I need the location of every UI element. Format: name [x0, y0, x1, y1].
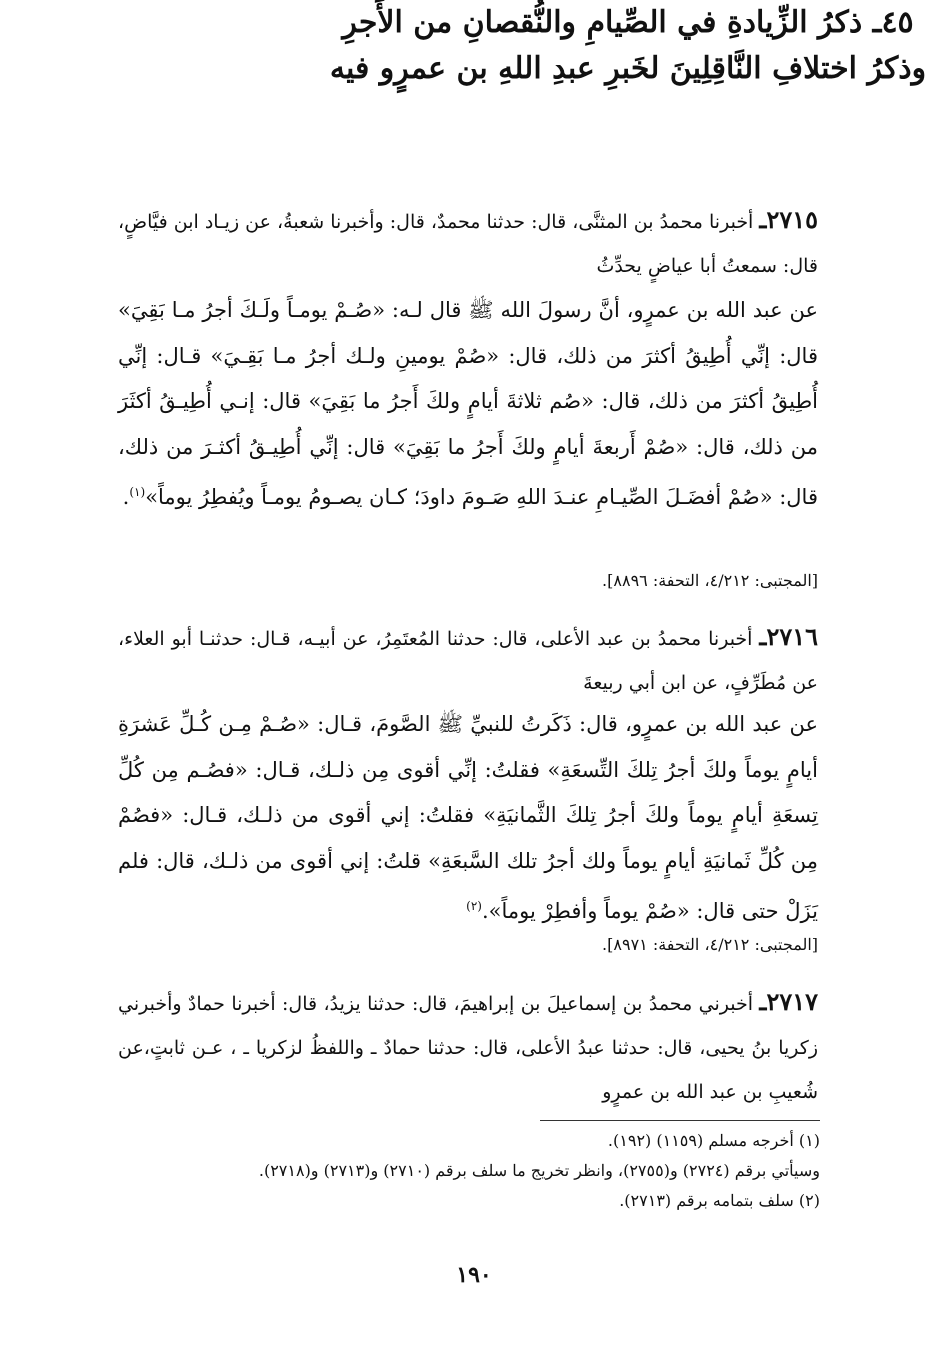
footnote-mark: (٢) — [466, 899, 482, 913]
hadith-2717-isnad — [118, 980, 818, 1114]
chapter-title: ٤٥ـ ذكرُ الزِّيادةِ في الصِّيامِ والنُّقصانِ من الأَجرِ — [342, 5, 914, 40]
hadith-2716-isnad — [118, 615, 818, 705]
chapter-subtitle: وذكرُ اختلافِ النَّاقِلِينَ لخَبرِ عبدِ اللهِ بن عمرٍو فيه — [329, 51, 927, 86]
page-number: ١٩٠ — [456, 1262, 492, 1288]
hadith-2716-matn — [118, 702, 818, 935]
footnotes — [100, 1126, 820, 1216]
matn-text: عن عبد الله بن عمرٍو، أنَّ رسولَ الله ﷺ قال لـه: «صُـمْ يومـاً ولَـكَ أجرُ مـا بَقِيَ» قال: إنِّي أُطِيقُ أكثرَ من ذلك، قال: «صُمْ يومينِ ولـك أجرُ مـا بَقِـيَ» قـال: إنِّي أُطِيقُ أكثرَ من ذلك، قال: «صُم ثلاثةَ أيامٍ ولكَ أَجرُ ما بَقِيَ» قال: إنـي أُطِيـقُ أكثَرَ من ذلك، قال: «صُمْ أَربعةَ أيامٍ ولكَ أَجرُ ما بَقِيَ» قال: إنِّي أُطِيـقُ أكثـرَ من ذلك، قال: «صُمْ أفضَـلَ الصِّيـامِ عنـدَ اللهِ صَـومَ داودَ؛ كـان يصـومُ يومـاً ويُفطِرُ يوماً» — [118, 298, 818, 509]
footnote-mark: (١) — [129, 485, 146, 499]
hadith-2715-matn: عن عبد الله بن عمرٍو، أنَّ رسولَ الله ﷺ قال لـه: «صُـمْ يومـاً ولَـكَ أجرُ مـا بَقِيَ» قال: إنِّي أُطِيقُ أكثرَ من ذلك، قال: «صُمْ يومينِ ولـك أجرُ مـا بَقِـيَ» قـال: إنِّي أُطِيقُ أكثرَ من ذلك، قال: «صُم ثلاثةَ أيامٍ ولكَ أَجرُ ما بَقِيَ» قال: إنـي أُطِيـقُ أكثَرَ من ذلك، قال: «صُمْ أَربعةَ أيامٍ ولكَ أَجرُ ما بَقِيَ» قال: إنِّي أُطِيـقُ أكثـرَ من ذلك، قال: «صُمْ أفضَـلَ الصِّيـامِ عنـدَ اللهِ صَـومَ داودَ؛ كـان يصـومُ يومـاً ويُفطِرُ يوماً»$^{(١)}$. — [118, 298, 818, 509]
footnote-1: (١) أخرجه مسلم (١١٥٩) (١٩٢). — [607, 1131, 820, 1150]
hadith-number: ٢٧١٥ـ — [759, 205, 818, 234]
hadith-2716-reference: [المجتبى: ٤/٢١٢، التحفة: ٨٩٧١]. — [602, 935, 818, 954]
hadith-number: ٢٧١٦ـ — [759, 622, 818, 651]
matn-text: عن عبد الله بن عمرٍو، قال: ذَكَرتُ للنبيِّ ﷺ الصَّومَ، قـال: «صُـمْ مِـن كُـلِّ عَشرَةِ أيامٍ يوماً ولكَ أجرُ تِلكَ التِّسعَةِ» فقلتُ: إنِّي أقوى مِن ذلـك، قـال: «فصُـم مِن كُلِّ تِسعَةِ أيامٍ يوماً ولكَ أجرُ تِلكَ الثَّمانيَةِ» فقلتُ: إني أقوى من ذلـك، قـال: «فصُمْ مِن كُلِّ ثَمانيَةِ أيامٍ يوماً ولك أجرُ تلك السَّبعَةِ» قلتُ: إني أقوى من ذلـك، قال: فلم يَزَلْ حتى قال: «صُمْ يوماً وأفطِرْ يوماً». — [118, 712, 818, 923]
hadith-number: ٢٧١٧ـ — [759, 987, 818, 1016]
hadith-2715-reference: [المجتبى: ٤/٢١٢، التحفة: ٨٨٩٦]. — [602, 571, 818, 590]
hadith-2715-isnad — [118, 198, 818, 288]
footnote-2: (٢) سلف بتمامه برقم (٢٧١٣). — [619, 1191, 820, 1210]
isnad-text: أخبرنا محمدُ بن المثنَّى، قال: حدثنا محمدٌ، قال: وأخبرنا شعبةُ، عن زيـاد ابن فيَّاضٍ، قال: سمعتُ أبا عياضٍ يحدِّثُ — [118, 211, 818, 277]
footnote-1-continued: وسيأتي برقم (٢٧٢٤) و(٢٧٥٥)، وانظر تخريج ما سلف برقم (٢٧١٠) و(٢٧١٣) و(٢٧١٨). — [258, 1161, 820, 1180]
isnad-text: أخبرنا محمدُ بن عبد الأعلى، قال: حدثنا المُعتَمِرُ، عن أبيـه، قـال: حدثنـا أبو العلاء، عن مُطَرِّفٍ، عن ابن أبي ربيعةَ — [118, 628, 818, 694]
footnote-divider — [540, 1120, 820, 1121]
isnad-text: أخبرني محمدُ بن إسماعيلَ بن إبراهيمَ، قال: حدثنا يزيدُ، قال: أخبرنا حمادٌ وأخبرني زكريا بنُ يحيى، قال: حدثنا عبدُ الأعلى، قال: حدثنا حمادٌ ـ واللفظُ لزكريا ـ ، عـن ثابتٍ،عن شُعيبِ بن عبد الله بن عمرٍو — [118, 993, 818, 1103]
